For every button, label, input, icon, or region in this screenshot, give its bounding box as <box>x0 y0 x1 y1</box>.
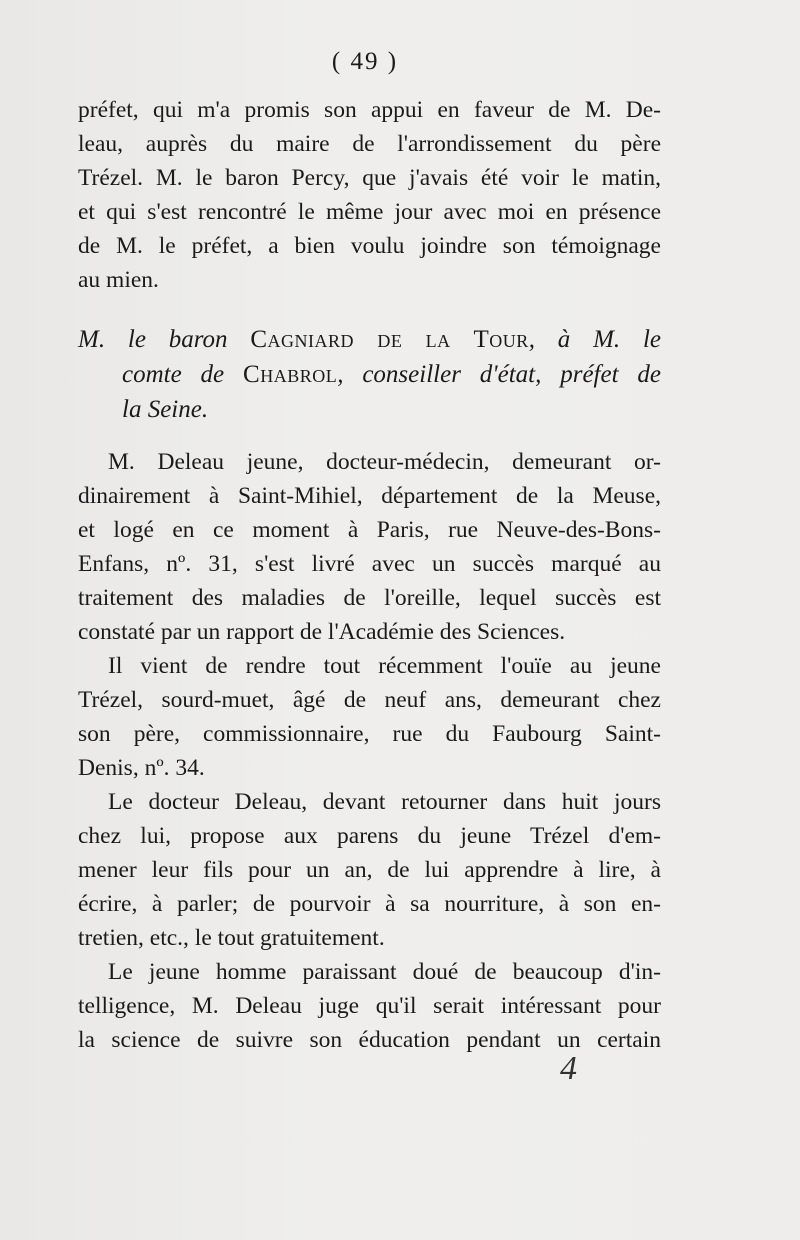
text-line: tretien, etc., le tout gratuitement. <box>78 925 385 951</box>
text-line: Enfans, nº. 31, s'est livré avec un succès marqué au <box>78 551 661 577</box>
text-line: Trézel. M. le baron Percy, que j'avais été voir le matin, <box>78 165 661 191</box>
heading-text: comte de <box>122 361 225 388</box>
heading-line-2 <box>78 357 661 392</box>
text-line: et qui s'est rencontré le même jour avec moi en présence <box>78 199 661 225</box>
text-line: de M. le préfet, a bien voulu joindre son témoignage <box>78 233 661 259</box>
text-line: Il vient de rendre tout récemment l'ouïe au jeune <box>108 653 661 679</box>
heading-text: M. le baron <box>78 326 228 353</box>
paragraph-1 <box>78 93 661 297</box>
text-line: mener leur fils pour un an, de lui apprendre à lire, à <box>78 857 661 883</box>
text-line: telligence, M. Deleau juge qu'il serait intéressant pour <box>78 993 661 1019</box>
paragraph-3 <box>78 649 661 785</box>
heading-name: Cagniard de la Tour <box>250 326 529 353</box>
text-line: traitement des maladies de l'oreille, lequel succès est <box>78 585 661 611</box>
text-line: constaté par un rapport de l'Académie des Sciences. <box>78 619 566 645</box>
text-line: M. Deleau jeune, docteur-médecin, demeurant or- <box>108 449 661 475</box>
text-line: leau, auprès du maire de l'arrondissement du père <box>78 131 661 157</box>
heading-text: , à M. le <box>528 326 662 353</box>
text-line: Trézel, sourd-muet, âgé de neuf ans, demeurant chez <box>78 687 661 713</box>
heading-line-3: la Seine. <box>122 396 209 423</box>
text-line: Denis, nº. 34. <box>78 755 205 781</box>
text-line: et logé en ce moment à Paris, rue Neuve-des-Bons- <box>78 517 661 543</box>
text-line: la science de suivre son éducation pendant un certain <box>78 1027 661 1053</box>
text-line: Le jeune homme paraissant doué de beaucoup d'in- <box>108 959 661 985</box>
text-line: chez lui, propose aux parens du jeune Trézel d'em- <box>78 823 661 849</box>
paragraph-2 <box>78 445 661 649</box>
signature-mark: 4 <box>560 1050 577 1087</box>
page-number: ( 49 ) <box>331 48 399 75</box>
paragraph-4 <box>78 785 661 955</box>
text-line: dinairement à Saint-Mihiel, département de la Meuse, <box>78 483 661 509</box>
text-line: au mien. <box>78 267 159 293</box>
letter-heading <box>78 322 661 427</box>
heading-name: Chabrol <box>243 361 338 388</box>
text-line: préfet, qui m'a promis son appui en faveur de M. De- <box>78 97 661 123</box>
text-line: Le docteur Deleau, devant retourner dans huit jours <box>108 789 661 815</box>
text-line: son père, commissionnaire, rue du Faubourg Saint- <box>78 721 661 747</box>
heading-text: , conseiller d'état, préfet de <box>337 361 662 388</box>
paragraph-5 <box>78 955 661 1057</box>
heading-line-1 <box>78 322 661 357</box>
text-line: écrire, à parler; de pourvoir à sa nourriture, à son en- <box>78 891 661 917</box>
